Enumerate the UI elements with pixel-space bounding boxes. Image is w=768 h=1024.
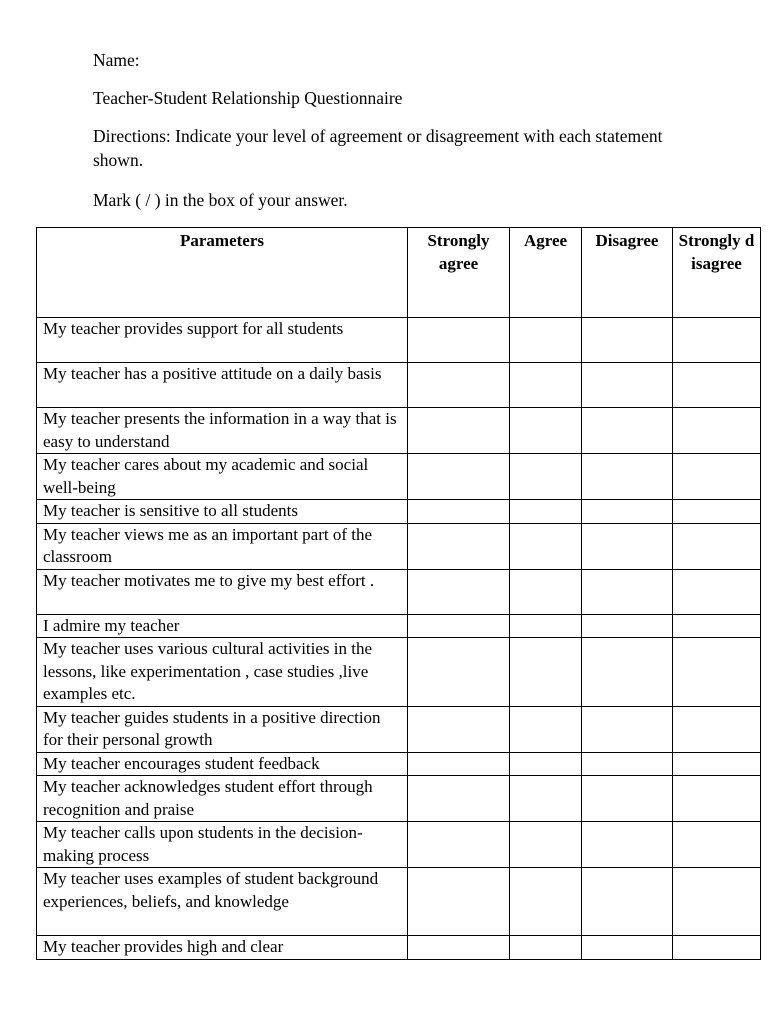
answer-box-strongly-agree[interactable] [408, 706, 510, 752]
table-row [37, 638, 761, 707]
answer-box-strongly-disagree[interactable] [673, 868, 761, 936]
answer-box-disagree[interactable] [582, 936, 673, 960]
statement-text: My teacher uses various cultural activities in the lessons, like experimentation , case studies ,live examples etc. [37, 638, 408, 707]
statement-text: My teacher uses examples of student background experiences, beliefs, and knowledge [37, 868, 408, 936]
table-row [37, 614, 761, 638]
table-row [37, 936, 761, 960]
answer-box-disagree[interactable] [582, 706, 673, 752]
statement-text: My teacher has a positive attitude on a daily basis [37, 363, 408, 408]
table-row [37, 776, 761, 822]
answer-box-disagree[interactable] [582, 638, 673, 707]
statement-text: I admire my teacher [37, 614, 408, 638]
answer-box-disagree[interactable] [582, 408, 673, 454]
answer-box-strongly-agree[interactable] [408, 638, 510, 707]
answer-box-agree[interactable] [510, 752, 582, 776]
table-row [37, 569, 761, 614]
answer-box-strongly-agree[interactable] [408, 752, 510, 776]
header-strongly-agree: Strongly agree [408, 228, 510, 318]
answer-box-agree[interactable] [510, 523, 582, 569]
table-row [37, 318, 761, 363]
statement-text: My teacher guides students in a positive direction for their personal growth [37, 706, 408, 752]
answer-box-agree[interactable] [510, 614, 582, 638]
answer-box-strongly-agree[interactable] [408, 500, 510, 524]
header-disagree: Disagree [582, 228, 673, 318]
answer-box-strongly-agree[interactable] [408, 614, 510, 638]
answer-box-strongly-agree[interactable] [408, 569, 510, 614]
answer-box-agree[interactable] [510, 936, 582, 960]
answer-box-strongly-disagree[interactable] [673, 936, 761, 960]
statement-text: My teacher provides high and clear [37, 936, 408, 960]
header-strongly-disagree: Strongly disagree [673, 228, 761, 318]
header-agree: Agree [510, 228, 582, 318]
table-row [37, 868, 761, 936]
answer-box-strongly-disagree[interactable] [673, 822, 761, 868]
answer-box-agree[interactable] [510, 363, 582, 408]
questionnaire-table [36, 227, 761, 960]
answer-box-agree[interactable] [510, 408, 582, 454]
table-row [37, 706, 761, 752]
answer-box-strongly-agree[interactable] [408, 454, 510, 500]
answer-box-strongly-disagree[interactable] [673, 408, 761, 454]
answer-box-strongly-disagree[interactable] [673, 706, 761, 752]
answer-box-agree[interactable] [510, 706, 582, 752]
answer-box-disagree[interactable] [582, 523, 673, 569]
answer-box-strongly-agree[interactable] [408, 318, 510, 363]
header-row [37, 228, 761, 318]
table-row [37, 752, 761, 776]
answer-box-strongly-disagree[interactable] [673, 363, 761, 408]
answer-box-strongly-disagree[interactable] [673, 638, 761, 707]
mark-instruction: Mark ( / ) in the box of your answer. [93, 190, 348, 210]
table-row [37, 408, 761, 454]
answer-box-disagree[interactable] [582, 318, 673, 363]
answer-box-strongly-agree[interactable] [408, 523, 510, 569]
answer-box-strongly-agree[interactable] [408, 822, 510, 868]
statement-text: My teacher cares about my academic and social well-being [37, 454, 408, 500]
answer-box-disagree[interactable] [582, 500, 673, 524]
answer-box-strongly-agree[interactable] [408, 408, 510, 454]
answer-box-disagree[interactable] [582, 868, 673, 936]
answer-box-agree[interactable] [510, 318, 582, 363]
statement-text: My teacher is sensitive to all students [37, 500, 408, 524]
statement-text: My teacher calls upon students in the decision-making process [37, 822, 408, 868]
statement-text: My teacher presents the information in a way that is easy to understand [37, 408, 408, 454]
table-row [37, 523, 761, 569]
answer-box-disagree[interactable] [582, 614, 673, 638]
statement-text: My teacher provides support for all students [37, 318, 408, 363]
table-row [37, 500, 761, 524]
answer-box-disagree[interactable] [582, 752, 673, 776]
answer-box-disagree[interactable] [582, 454, 673, 500]
answer-box-agree[interactable] [510, 454, 582, 500]
answer-box-strongly-disagree[interactable] [673, 752, 761, 776]
statement-text: My teacher motivates me to give my best effort . [37, 569, 408, 614]
answer-box-agree[interactable] [510, 868, 582, 936]
answer-box-disagree[interactable] [582, 569, 673, 614]
name-label: Name: [93, 50, 140, 70]
answer-box-disagree[interactable] [582, 776, 673, 822]
answer-box-strongly-agree[interactable] [408, 363, 510, 408]
answer-box-agree[interactable] [510, 569, 582, 614]
header-parameters: Parameters [37, 228, 408, 318]
table-row [37, 822, 761, 868]
answer-box-strongly-disagree[interactable] [673, 614, 761, 638]
table-row [37, 363, 761, 408]
answer-box-strongly-disagree[interactable] [673, 454, 761, 500]
answer-box-strongly-disagree[interactable] [673, 569, 761, 614]
statement-text: My teacher acknowledges student effort through recognition and praise [37, 776, 408, 822]
answer-box-agree[interactable] [510, 822, 582, 868]
statement-text: My teacher encourages student feedback [37, 752, 408, 776]
answer-box-disagree[interactable] [582, 822, 673, 868]
answer-box-strongly-disagree[interactable] [673, 318, 761, 363]
answer-box-strongly-disagree[interactable] [673, 523, 761, 569]
answer-box-disagree[interactable] [582, 363, 673, 408]
document-title: Teacher-Student Relationship Questionnaire [93, 88, 403, 108]
statement-text: My teacher views me as an important part of the classroom [37, 523, 408, 569]
answer-box-strongly-agree[interactable] [408, 868, 510, 936]
answer-box-agree[interactable] [510, 500, 582, 524]
answer-box-agree[interactable] [510, 638, 582, 707]
directions-text: Directions: Indicate your level of agreement or disagreement with each statement shown. [93, 126, 663, 170]
table-row [37, 454, 761, 500]
answer-box-strongly-disagree[interactable] [673, 500, 761, 524]
answer-box-agree[interactable] [510, 776, 582, 822]
answer-box-strongly-disagree[interactable] [673, 776, 761, 822]
answer-box-strongly-agree[interactable] [408, 936, 510, 960]
answer-box-strongly-agree[interactable] [408, 776, 510, 822]
